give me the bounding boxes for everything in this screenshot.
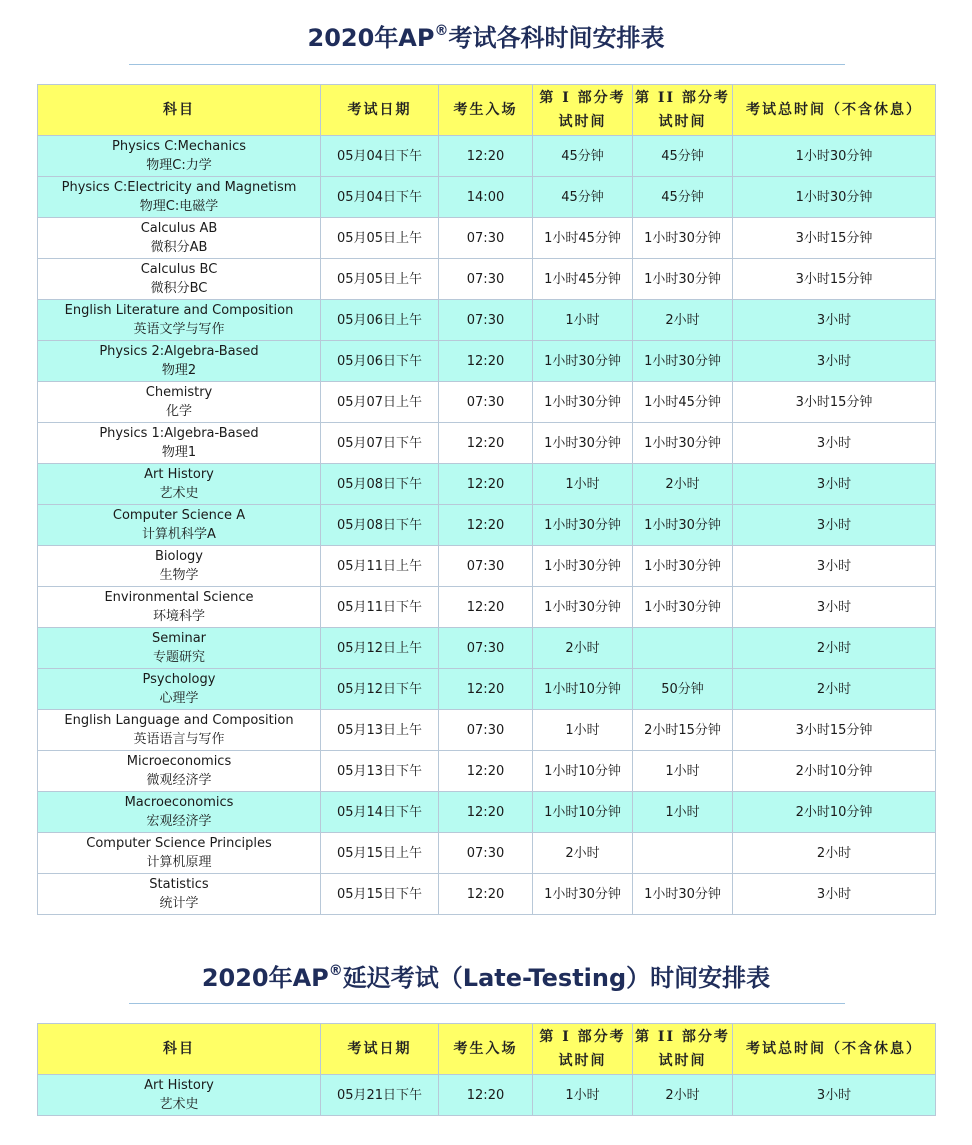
main-title <box>0 18 972 53</box>
part1-time-cell: 1小时 <box>533 710 633 751</box>
table-row <box>38 341 936 382</box>
part2-time-cell: 2小时15分钟 <box>633 710 733 751</box>
table-row <box>38 710 936 751</box>
table-row <box>38 792 936 833</box>
subject-chinese: 物理C:电磁学 <box>139 199 219 214</box>
subject-english: Calculus AB <box>140 221 218 236</box>
part1-time-cell: 45分钟 <box>533 136 633 177</box>
entry-time-cell: 12:20 <box>439 669 533 710</box>
part2-time-cell: 1小时30分钟 <box>633 505 733 546</box>
table-row <box>38 136 936 177</box>
subject-cell <box>38 259 321 300</box>
subject-english: English Literature and Composition <box>64 303 294 318</box>
part2-time-cell: 1小时45分钟 <box>633 382 733 423</box>
subject-chinese: 物理2 <box>161 363 197 378</box>
part1-time-cell: 1小时45分钟 <box>533 259 633 300</box>
subject-cell <box>38 1075 321 1116</box>
date-cell: 05月21日下午 <box>321 1075 439 1116</box>
subject-cell <box>38 587 321 628</box>
subject-english: Environmental Science <box>104 590 254 605</box>
part1-time-cell: 1小时30分钟 <box>533 423 633 464</box>
total-time-cell: 3小时15分钟 <box>733 382 936 423</box>
header-total: 考试总时间（不含休息） <box>733 1024 936 1075</box>
part1-time-cell: 1小时10分钟 <box>533 792 633 833</box>
entry-time-cell: 12:20 <box>439 341 533 382</box>
table-row <box>38 628 936 669</box>
total-time-cell: 2小时10分钟 <box>733 751 936 792</box>
subject-cell <box>38 874 321 915</box>
total-time-cell: 1小时30分钟 <box>733 177 936 218</box>
subject-cell <box>38 833 321 874</box>
date-cell: 05月05日上午 <box>321 259 439 300</box>
date-cell: 05月11日下午 <box>321 587 439 628</box>
date-cell: 05月05日上午 <box>321 218 439 259</box>
part2-time-cell: 1小时30分钟 <box>633 259 733 300</box>
part1-time-cell: 1小时30分钟 <box>533 874 633 915</box>
header-total: 考试总时间（不含休息） <box>733 85 936 136</box>
entry-time-cell: 12:20 <box>439 505 533 546</box>
late-title-suffix: 延迟考试（Late-Testing）时间安排表 <box>342 964 771 992</box>
total-time-cell: 3小时 <box>733 423 936 464</box>
entry-time-cell: 12:20 <box>439 751 533 792</box>
entry-time-cell: 12:20 <box>439 587 533 628</box>
main-title-suffix: 考试各科时间安排表 <box>448 24 665 52</box>
total-time-cell: 2小时 <box>733 669 936 710</box>
header-date: 考试日期 <box>321 85 439 136</box>
subject-english: Art History <box>144 467 214 482</box>
subject-english: Macroeconomics <box>124 795 234 810</box>
subject-chinese: 计算机原理 <box>146 855 212 870</box>
date-cell: 05月06日上午 <box>321 300 439 341</box>
date-cell: 05月08日下午 <box>321 464 439 505</box>
total-time-cell: 3小时 <box>733 464 936 505</box>
date-cell: 05月13日上午 <box>321 710 439 751</box>
subject-cell <box>38 751 321 792</box>
table-row <box>38 833 936 874</box>
part1-time-cell: 1小时30分钟 <box>533 341 633 382</box>
title-divider <box>129 64 845 65</box>
subject-chinese: 微积分AB <box>150 240 208 255</box>
subject-chinese: 统计学 <box>159 896 199 911</box>
table-row <box>38 259 936 300</box>
table-row <box>38 423 936 464</box>
table-row <box>38 751 936 792</box>
entry-time-cell: 07:30 <box>439 546 533 587</box>
part2-time-cell: 45分钟 <box>633 177 733 218</box>
subject-chinese: 心理学 <box>159 691 199 706</box>
table-row <box>38 1075 936 1116</box>
subject-chinese: 英语语言与写作 <box>133 732 225 747</box>
total-time-cell: 2小时 <box>733 833 936 874</box>
total-time-cell: 3小时 <box>733 505 936 546</box>
part2-time-cell: 1小时 <box>633 792 733 833</box>
subject-chinese: 微观经济学 <box>146 773 212 788</box>
part2-time-cell: 1小时30分钟 <box>633 587 733 628</box>
date-cell: 05月14日下午 <box>321 792 439 833</box>
total-time-cell: 3小时 <box>733 1075 936 1116</box>
entry-time-cell: 12:20 <box>439 423 533 464</box>
date-cell: 05月07日上午 <box>321 382 439 423</box>
entry-time-cell: 07:30 <box>439 300 533 341</box>
entry-time-cell: 12:20 <box>439 464 533 505</box>
subject-chinese: 宏观经济学 <box>146 814 212 829</box>
part2-time-cell: 1小时30分钟 <box>633 874 733 915</box>
total-time-cell: 3小时15分钟 <box>733 218 936 259</box>
table-row <box>38 382 936 423</box>
part2-time-cell: 1小时30分钟 <box>633 341 733 382</box>
total-time-cell: 1小时30分钟 <box>733 136 936 177</box>
header-entry: 考生入场 <box>439 85 533 136</box>
subject-cell <box>38 423 321 464</box>
registered-mark: ® <box>434 23 449 39</box>
total-time-cell: 2小时 <box>733 628 936 669</box>
subject-cell <box>38 341 321 382</box>
total-time-cell: 3小时15分钟 <box>733 259 936 300</box>
subject-cell <box>38 300 321 341</box>
entry-time-cell: 07:30 <box>439 833 533 874</box>
subject-cell <box>38 628 321 669</box>
subject-cell <box>38 218 321 259</box>
header-part1: 第 I 部分考试时间 <box>533 1024 633 1075</box>
part1-time-cell: 1小时10分钟 <box>533 751 633 792</box>
part2-time-cell: 1小时 <box>633 751 733 792</box>
table-header-row <box>38 85 936 136</box>
part1-time-cell: 1小时10分钟 <box>533 669 633 710</box>
table-row <box>38 587 936 628</box>
header-entry: 考生入场 <box>439 1024 533 1075</box>
subject-cell <box>38 464 321 505</box>
subject-english: Physics C:Electricity and Magnetism <box>61 180 297 195</box>
subject-english: Microeconomics <box>126 754 232 769</box>
entry-time-cell: 07:30 <box>439 710 533 751</box>
subject-english: Computer Science Principles <box>86 836 272 851</box>
subject-cell <box>38 669 321 710</box>
date-cell: 05月12日上午 <box>321 628 439 669</box>
subject-english: Biology <box>155 549 203 564</box>
late-testing-title <box>0 958 972 993</box>
part1-time-cell: 2小时 <box>533 833 633 874</box>
table-row <box>38 218 936 259</box>
header-subject: 科目 <box>38 1024 321 1075</box>
table-row <box>38 300 936 341</box>
subject-chinese: 化学 <box>165 404 192 419</box>
total-time-cell: 3小时 <box>733 874 936 915</box>
date-cell: 05月08日下午 <box>321 505 439 546</box>
subject-english: Physics 2:Algebra-Based <box>99 344 259 359</box>
subject-chinese: 计算机科学A <box>142 527 216 542</box>
date-cell: 05月04日下午 <box>321 177 439 218</box>
date-cell: 05月15日上午 <box>321 833 439 874</box>
total-time-cell: 3小时 <box>733 546 936 587</box>
late-title-prefix: 2020年AP <box>201 964 329 992</box>
subject-cell <box>38 177 321 218</box>
subject-chinese: 英语文学与写作 <box>133 322 225 337</box>
header-subject: 科目 <box>38 85 321 136</box>
part1-time-cell: 1小时30分钟 <box>533 587 633 628</box>
entry-time-cell: 07:30 <box>439 382 533 423</box>
entry-time-cell: 07:30 <box>439 218 533 259</box>
subject-english: Physics C:Mechanics <box>111 139 246 154</box>
part2-time-cell <box>633 833 733 874</box>
subject-chinese: 环境科学 <box>152 609 205 624</box>
part2-time-cell: 1小时30分钟 <box>633 423 733 464</box>
part2-time-cell: 1小时30分钟 <box>633 218 733 259</box>
subject-cell <box>38 136 321 177</box>
part1-time-cell: 1小时45分钟 <box>533 218 633 259</box>
total-time-cell: 3小时15分钟 <box>733 710 936 751</box>
registered-mark-2: ® <box>328 963 343 979</box>
subject-cell <box>38 710 321 751</box>
table-row <box>38 505 936 546</box>
total-time-cell: 3小时 <box>733 587 936 628</box>
part1-time-cell: 1小时 <box>533 464 633 505</box>
entry-time-cell: 12:20 <box>439 136 533 177</box>
date-cell: 05月07日下午 <box>321 423 439 464</box>
part2-time-cell: 1小时30分钟 <box>633 546 733 587</box>
entry-time-cell: 12:20 <box>439 1075 533 1116</box>
part1-time-cell: 45分钟 <box>533 177 633 218</box>
late-title-divider <box>129 1003 845 1004</box>
subject-english: Calculus BC <box>140 262 218 277</box>
total-time-cell: 2小时10分钟 <box>733 792 936 833</box>
subject-english: Psychology <box>142 672 216 687</box>
date-cell: 05月12日下午 <box>321 669 439 710</box>
part2-time-cell: 45分钟 <box>633 136 733 177</box>
date-cell: 05月15日下午 <box>321 874 439 915</box>
part1-time-cell: 1小时 <box>533 1075 633 1116</box>
entry-time-cell: 14:00 <box>439 177 533 218</box>
table-row <box>38 177 936 218</box>
part1-time-cell: 1小时30分钟 <box>533 505 633 546</box>
subject-english: Art History <box>144 1078 214 1093</box>
date-cell: 05月11日上午 <box>321 546 439 587</box>
part2-time-cell <box>633 628 733 669</box>
part1-time-cell: 2小时 <box>533 628 633 669</box>
header-date: 考试日期 <box>321 1024 439 1075</box>
table-row <box>38 546 936 587</box>
date-cell: 05月06日下午 <box>321 341 439 382</box>
subject-cell <box>38 505 321 546</box>
header-part2: 第 II 部分考试时间 <box>633 1024 733 1075</box>
date-cell: 05月04日下午 <box>321 136 439 177</box>
subject-english: English Language and Composition <box>64 713 294 728</box>
entry-time-cell: 12:20 <box>439 792 533 833</box>
subject-cell <box>38 546 321 587</box>
header-part2: 第 II 部分考试时间 <box>633 85 733 136</box>
schedule-table <box>37 84 936 915</box>
entry-time-cell: 07:30 <box>439 259 533 300</box>
subject-chinese: 物理C:力学 <box>146 158 212 173</box>
main-title-prefix: 2020年AP <box>307 24 435 52</box>
part1-time-cell: 1小时30分钟 <box>533 546 633 587</box>
subject-chinese: 物理1 <box>161 445 197 460</box>
part2-time-cell: 2小时 <box>633 1075 733 1116</box>
subject-cell <box>38 792 321 833</box>
table-row <box>38 669 936 710</box>
total-time-cell: 3小时 <box>733 341 936 382</box>
table-row <box>38 464 936 505</box>
subject-chinese: 生物学 <box>159 568 199 583</box>
part1-time-cell: 1小时30分钟 <box>533 382 633 423</box>
date-cell: 05月13日下午 <box>321 751 439 792</box>
subject-cell <box>38 382 321 423</box>
subject-chinese: 专题研究 <box>152 650 205 665</box>
subject-chinese: 艺术史 <box>159 486 199 501</box>
subject-english: Seminar <box>151 631 207 646</box>
total-time-cell: 3小时 <box>733 300 936 341</box>
subject-chinese: 微积分BC <box>150 281 208 296</box>
part2-time-cell: 2小时 <box>633 300 733 341</box>
part2-time-cell: 2小时 <box>633 464 733 505</box>
entry-time-cell: 07:30 <box>439 628 533 669</box>
entry-time-cell: 12:20 <box>439 874 533 915</box>
subject-chinese: 艺术史 <box>159 1097 199 1112</box>
table-row <box>38 874 936 915</box>
subject-english: Chemistry <box>145 385 213 400</box>
subject-english: Computer Science A <box>112 508 246 523</box>
part2-time-cell: 50分钟 <box>633 669 733 710</box>
header-part1: 第 I 部分考试时间 <box>533 85 633 136</box>
subject-english: Physics 1:Algebra-Based <box>99 426 259 441</box>
late-table-header-row <box>38 1024 936 1075</box>
subject-english: Statistics <box>149 877 209 892</box>
late-schedule-table <box>37 1023 936 1116</box>
part1-time-cell: 1小时 <box>533 300 633 341</box>
